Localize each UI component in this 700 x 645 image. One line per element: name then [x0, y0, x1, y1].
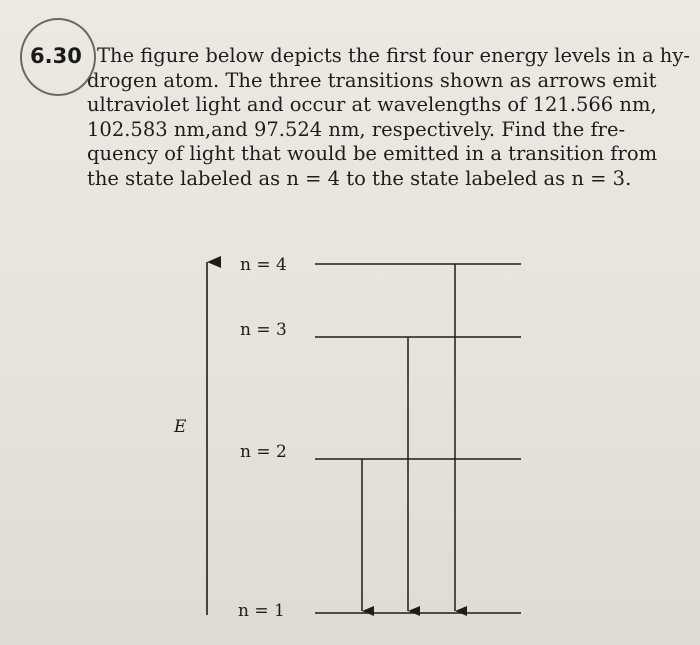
level-n1-label: n = 1	[238, 601, 285, 621]
level-n3-label: n = 3	[240, 320, 287, 340]
level-n4-label: n = 4	[240, 255, 287, 275]
problem-line: ultraviolet light and occur at wavelengths of 121.566 nm,	[87, 93, 657, 116]
problem-line: quency of light that would be emitted in a transition from	[87, 142, 658, 165]
problem-number: 6.30	[30, 44, 82, 68]
energy-axis-label: E	[174, 417, 187, 437]
problem-line: 102.583 nm,and 97.524 nm, respectively. Find the fre-	[87, 117, 626, 141]
problem-line: drogen atom. The three transitions shown as arrows emit	[87, 68, 657, 92]
level-n2-label: n = 2	[240, 442, 287, 462]
problem-line: The figure below depicts the first four energy levels in a hy-	[97, 44, 690, 67]
problem-line: the state labeled as n = 4 to the state labeled as n = 3.	[87, 166, 632, 190]
